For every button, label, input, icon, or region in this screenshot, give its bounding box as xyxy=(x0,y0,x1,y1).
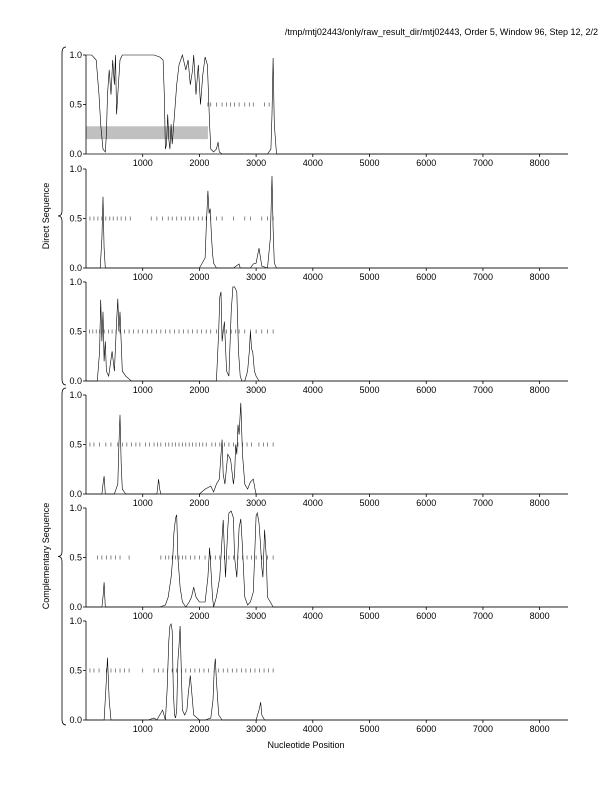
panel1-x-tick-label: 5000 xyxy=(359,158,380,168)
panel4-x-tick-label: 8000 xyxy=(529,498,550,508)
panel3-x-tick-label: 4000 xyxy=(302,385,323,395)
panel6-y-tick-label: 0.5 xyxy=(69,665,82,676)
panel5-trace-line xyxy=(86,511,568,607)
panel3-y-tick-label: 0.0 xyxy=(69,376,82,386)
panel6-y-tick-label: 0.0 xyxy=(69,715,82,725)
panel3-x-tick-label: 5000 xyxy=(359,385,380,395)
panel1-x-tick-label: 2000 xyxy=(189,158,210,168)
panel6-x-tick-label: 6000 xyxy=(416,724,437,734)
panel2-x-tick-label: 5000 xyxy=(359,272,380,282)
panel3-trace-line xyxy=(86,287,568,381)
panel1-x-tick-label: 3000 xyxy=(246,158,267,168)
panel1-y-tick-label: 0.5 xyxy=(69,99,82,110)
panel6-x-tick-label: 2000 xyxy=(189,724,210,734)
panel3-x-tick-label: 1000 xyxy=(132,385,153,395)
panel3-y-tick-label: 0.5 xyxy=(69,326,82,337)
panel1-x-tick-label: 1000 xyxy=(132,158,153,168)
panel3-x-tick-label: 2000 xyxy=(189,385,210,395)
panel2-x-tick-label: 8000 xyxy=(529,272,550,282)
panel1-x-tick-label: 8000 xyxy=(529,158,550,168)
panel4-x-tick-label: 4000 xyxy=(302,498,323,508)
panel6-x-tick-label: 1000 xyxy=(132,724,153,734)
panel4-y-tick-label: 1.0 xyxy=(69,390,82,400)
direct-sequence-brace xyxy=(58,47,66,385)
panel3-x-tick-label: 3000 xyxy=(246,385,267,395)
panel1-y-tick-label: 1.0 xyxy=(69,50,82,60)
panel6-x-tick-label: 5000 xyxy=(359,724,380,734)
complementary-sequence-brace xyxy=(58,388,66,725)
panel5-x-tick-label: 2000 xyxy=(189,611,210,621)
x-axis-label: Nucleotide Position xyxy=(267,740,345,750)
complementary-sequence-label: Complementary Sequence xyxy=(41,502,51,610)
panel2-trace-line xyxy=(86,176,568,268)
panel5-y-tick-label: 0.5 xyxy=(69,552,82,563)
panel1-x-tick-label: 7000 xyxy=(472,158,493,168)
panel4-trace-line xyxy=(86,403,568,494)
panel2-x-tick-label: 6000 xyxy=(416,272,437,282)
panel5-x-tick-label: 1000 xyxy=(132,611,153,621)
panel2-x-tick-label: 7000 xyxy=(472,272,493,282)
panel5-x-tick-label: 3000 xyxy=(246,611,267,621)
panel3-y-tick-label: 1.0 xyxy=(69,277,82,287)
panel5-y-tick-label: 1.0 xyxy=(69,503,82,513)
panel4-x-tick-label: 3000 xyxy=(246,498,267,508)
panel2-x-tick-label: 1000 xyxy=(132,272,153,282)
panel1-highlight-region xyxy=(86,126,208,139)
panel3-x-tick-label: 8000 xyxy=(529,385,550,395)
panel2-y-tick-label: 1.0 xyxy=(69,164,82,174)
panel3-x-tick-label: 6000 xyxy=(416,385,437,395)
panel5-x-tick-label: 8000 xyxy=(529,611,550,621)
panel5-y-tick-label: 0.0 xyxy=(69,602,82,612)
panel5-x-tick-label: 7000 xyxy=(472,611,493,621)
direct-sequence-label: Direct Sequence xyxy=(41,182,51,250)
figure-title: /tmp/mtj02443/only/raw_result_dir/mtj02443, Order 5, Window 96, Step 12, 2/2 xyxy=(284,27,598,37)
panel6-x-tick-label: 7000 xyxy=(472,724,493,734)
panel4-x-tick-label: 1000 xyxy=(132,498,153,508)
panel4-y-tick-label: 0.5 xyxy=(69,439,82,450)
panel5-x-tick-label: 5000 xyxy=(359,611,380,621)
panel2-x-tick-label: 4000 xyxy=(302,272,323,282)
panel2-y-tick-label: 0.0 xyxy=(69,263,82,273)
panel3-x-tick-label: 7000 xyxy=(472,385,493,395)
panel4-x-tick-label: 6000 xyxy=(416,498,437,508)
panel4-x-tick-label: 2000 xyxy=(189,498,210,508)
panel4-x-tick-label: 7000 xyxy=(472,498,493,508)
panel2-x-tick-label: 3000 xyxy=(246,272,267,282)
panel4-x-tick-label: 5000 xyxy=(359,498,380,508)
panel5-x-tick-label: 4000 xyxy=(302,611,323,621)
panel1-y-tick-label: 0.0 xyxy=(69,149,82,159)
panel6-x-tick-label: 8000 xyxy=(529,724,550,734)
panel6-x-tick-label: 4000 xyxy=(302,724,323,734)
panel4-y-tick-label: 0.0 xyxy=(69,489,82,499)
panel6-x-tick-label: 3000 xyxy=(246,724,267,734)
panel5-x-tick-label: 6000 xyxy=(416,611,437,621)
panel2-y-tick-label: 0.5 xyxy=(69,213,82,224)
panel1-x-tick-label: 6000 xyxy=(416,158,437,168)
panel2-x-tick-label: 2000 xyxy=(189,272,210,282)
panel6-y-tick-label: 1.0 xyxy=(69,616,82,626)
panel1-x-tick-label: 4000 xyxy=(302,158,323,168)
